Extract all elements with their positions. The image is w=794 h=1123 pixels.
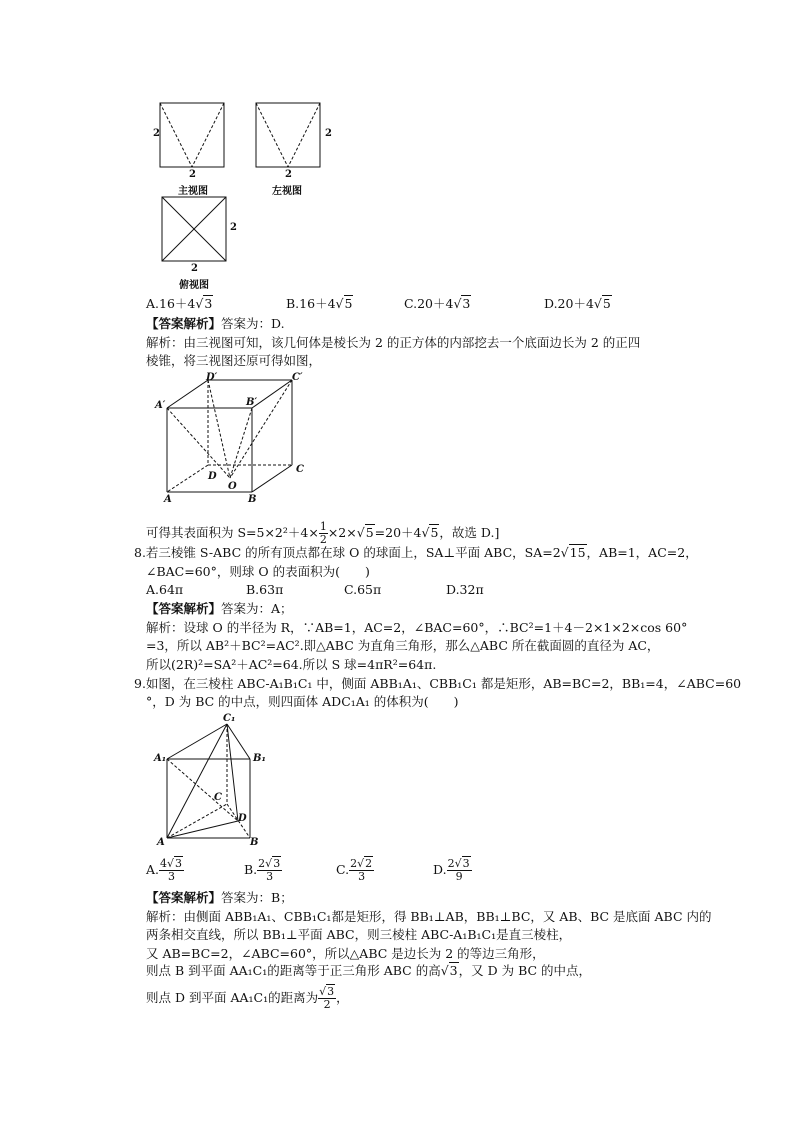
three-view-diagram — [140, 96, 350, 271]
answer-text: 答案为：A； — [221, 601, 293, 616]
prism-label-A1: A₁ — [154, 753, 167, 764]
cube-label-Cp: C′ — [292, 372, 303, 383]
prism-label-C: C — [214, 792, 222, 803]
q7-analysis-2: 棱锥，将三视图还原可得如图， — [146, 353, 322, 368]
prism-diagram — [150, 712, 270, 852]
prism-label-D: D — [238, 813, 247, 824]
q7-options — [146, 296, 611, 312]
answer-text: 答案为：B； — [221, 890, 293, 905]
left-view-label: 左视图 — [272, 186, 302, 197]
top-view-dim-bottom: 2 — [191, 263, 198, 274]
cube-label-O: O — [228, 481, 237, 492]
q8-option-d[interactable]: D.32π — [446, 582, 484, 597]
q8-analysis-2: =3，所以 AB²＋BC²=AC².即△ABC 为直角三角形，那么△ABC 所在截面圆的直径为 AC， — [146, 638, 660, 653]
q9-answer — [146, 890, 293, 906]
left-view-square — [256, 103, 320, 167]
q8-options — [146, 582, 484, 598]
q7-answer — [146, 316, 285, 332]
fraction-root3-over-2: $\frac{√3}{2}$ — [319, 985, 335, 1011]
cube-label-B: B — [248, 494, 257, 505]
q8-stem-2: ∠BAC=60°，则球 O 的表面积为( ) — [146, 564, 370, 579]
cube-label-A: A — [164, 494, 172, 505]
q7-option-c[interactable]: C.20＋4√3 — [404, 296, 471, 311]
q9-option-c[interactable]: C. $\frac{2√2}{3}$ — [336, 857, 373, 883]
q8-analysis-1: 解析：设球 O 的半径为 R，∵AB=1，AC=2，∠BAC=60°，∴BC²=1＋4－2×1×2×cos 60° — [146, 620, 688, 635]
cube-label-C: C — [296, 464, 304, 475]
answer-text: 答案为：D. — [221, 316, 285, 331]
front-view-dim-left: 2 — [153, 128, 160, 139]
answer-tag: 【答案解析】 — [146, 890, 222, 905]
left-view-dim-bottom: 2 — [285, 169, 292, 180]
cube-label-Bp: B′ — [246, 397, 258, 408]
top-view-label: 俯视图 — [179, 280, 209, 291]
prism-label-B1: B₁ — [253, 753, 266, 764]
prism-label-C1: C₁ — [223, 713, 236, 724]
prism-label-A: A — [157, 837, 165, 848]
q9-stem-2: °，D 为 BC 的中点，则四面体 ADC₁A₁ 的体积为( ) — [146, 694, 459, 709]
cube-label-D: D — [208, 471, 217, 482]
q7-option-a[interactable]: A.16＋4√3 — [146, 296, 213, 311]
q9-option-b[interactable]: B. $\frac{2√3}{3}$ — [244, 857, 281, 883]
q7-option-d[interactable]: D.20＋4√5 — [544, 296, 611, 311]
top-view-dim-right: 2 — [230, 222, 237, 233]
prism-label-B: B — [250, 837, 259, 848]
q8-option-c[interactable]: C.65π — [344, 582, 382, 597]
fraction-one-half: $\frac{1}{2}$ — [319, 520, 327, 546]
q8-option-b[interactable]: B.63π — [246, 582, 284, 597]
q8-analysis-3: 所以(2R)²=SA²＋AC²=64.所以 S 球=4πR²=64π. — [146, 657, 437, 672]
q9-analysis-1: 解析：由侧面 ABB₁A₁、CBB₁C₁都是矩形，得 BB₁⊥AB，BB₁⊥BC，又 AB、BC 是底面 ABC 内的 — [146, 909, 712, 924]
q7-surface-area: 可得其表面积为 S=5×2²＋4× $\frac{1}{2}$ ×2×√5=20＋4√5，故选 D.] — [146, 520, 500, 546]
cube-label-Dp: D′ — [206, 372, 218, 383]
answer-tag: 【答案解析】 — [146, 316, 222, 331]
q7-analysis-1: 解析：由三视图可知，该几何体是棱长为 2 的正方体的内部挖去一个底面边长为 2 的正四 — [146, 335, 641, 350]
q9-stem-1: 9.如图，在三棱柱 ABC-A₁B₁C₁ 中，侧面 ABB₁A₁、CBB₁C₁ 都是矩形，AB=BC=2，BB₁=4，∠ABC=60 — [134, 676, 742, 691]
left-view-dim-right: 2 — [325, 128, 332, 139]
answer-tag: 【答案解析】 — [146, 601, 222, 616]
front-view-dim-bottom: 2 — [189, 169, 196, 180]
q9-analysis-5: 则点 D 到平面 AA₁C₁的距离为 $\frac{√3}{2}$ ， — [146, 985, 349, 1011]
q8-option-a[interactable]: A.64π — [146, 582, 184, 597]
q7-option-b[interactable]: B.16＋4√5 — [286, 296, 353, 311]
q9-analysis-3: 又 AB=BC=2，∠ABC=60°，所以△ABC 是边长为 2 的等边三角形， — [146, 946, 545, 961]
q9-option-a[interactable]: A. $\frac{4√3}{3}$ — [146, 857, 183, 883]
q8-stem-1: 8.若三棱锥 S-ABC 的所有顶点都在球 O 的球面上，SA⊥平面 ABC，SA=2√15，AB=1，AC=2， — [134, 545, 698, 560]
q8-answer — [146, 601, 293, 617]
q9-analysis-2: 两条相交直线，所以 BB₁⊥平面 ABC，则三棱柱 ABC-A₁B₁C₁是直三棱柱， — [146, 927, 572, 942]
q9-analysis-4: 则点 B 到平面 AA₁C₁的距离等于正三角形 ABC 的高√3，又 D 为 BC 的中点， — [146, 963, 592, 978]
front-view-label: 主视图 — [178, 186, 208, 197]
q9-option-d[interactable]: D. $\frac{2√3}{9}$ — [433, 857, 470, 883]
q9-options — [146, 852, 470, 888]
front-view-square — [160, 103, 224, 167]
cube-label-Ap: A′ — [155, 400, 166, 411]
